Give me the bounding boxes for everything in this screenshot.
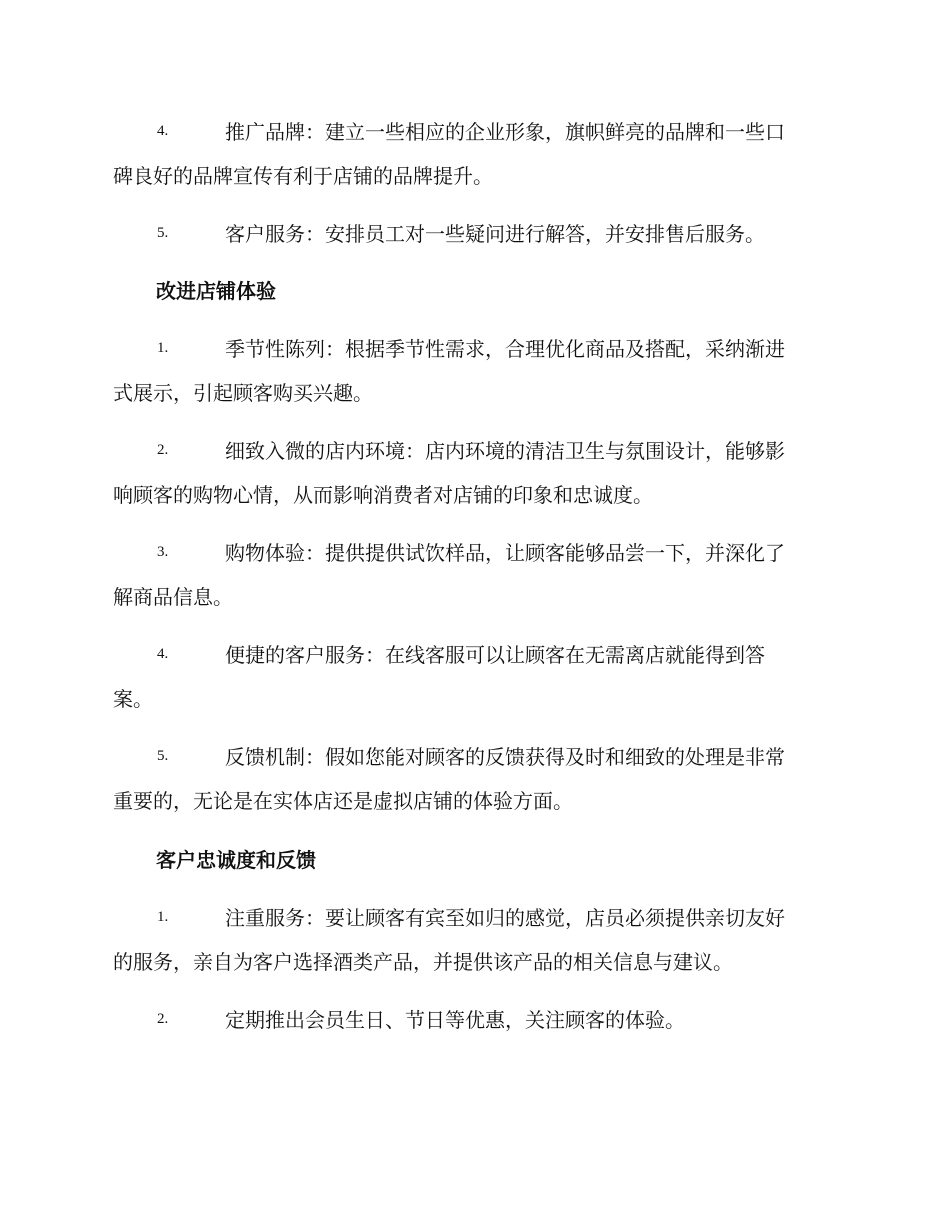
list-item-continuation: 式展示，引起顾客购买兴趣。 <box>113 381 373 405</box>
list-item-continuation: 重要的，无论是在实体店还是虚拟店铺的体验方面。 <box>113 789 573 813</box>
list-item-text: 购物体验：提供提供试饮样品，让顾客能够品尝一下，并深化了 <box>225 541 785 565</box>
list-item-continuation: 响顾客的购物心情，从而影响消费者对店铺的印象和忠诚度。 <box>113 483 653 507</box>
list-item-text: 推广品牌：建立一些相应的企业形象，旗帜鲜亮的品牌和一些口 <box>225 120 785 144</box>
list-item-text: 定期推出会员生日、节日等优惠，关注顾客的体验。 <box>225 1008 685 1032</box>
list-item-continuation: 解商品信息。 <box>113 585 233 609</box>
list-number: 5. <box>157 748 169 764</box>
list-item-continuation: 碑良好的品牌宣传有利于店铺的品牌提升。 <box>113 164 493 188</box>
list-item-text: 注重服务：要让顾客有宾至如归的感觉，店员必须提供亲切友好 <box>225 906 785 930</box>
list-number: 1. <box>157 909 169 925</box>
list-number: 4. <box>157 123 169 139</box>
list-number: 3. <box>157 544 169 560</box>
list-number: 5. <box>157 225 169 241</box>
list-number: 2. <box>157 442 169 458</box>
list-item-text: 客户服务：安排员工对一些疑问进行解答，并安排售后服务。 <box>225 222 765 246</box>
list-number: 2. <box>157 1011 169 1027</box>
list-number: 4. <box>157 646 169 662</box>
list-item-text: 反馈机制：假如您能对顾客的反馈获得及时和细致的处理是非常 <box>225 745 785 769</box>
list-item-continuation: 案。 <box>113 687 153 711</box>
list-item-text: 季节性陈列：根据季节性需求，合理优化商品及搭配，采纳渐进 <box>225 337 785 361</box>
list-item-continuation: 的服务，亲自为客户选择酒类产品，并提供该产品的相关信息与建议。 <box>113 950 733 974</box>
list-item-text: 细致入微的店内环境：店内环境的清洁卫生与氛围设计，能够影 <box>225 439 785 463</box>
list-number: 1. <box>157 340 169 356</box>
section-heading: 客户忠诚度和反馈 <box>156 848 316 872</box>
section-heading: 改进店铺体验 <box>156 279 276 303</box>
list-item-text: 便捷的客户服务：在线客服可以让顾客在无需离店就能得到答 <box>225 643 765 667</box>
